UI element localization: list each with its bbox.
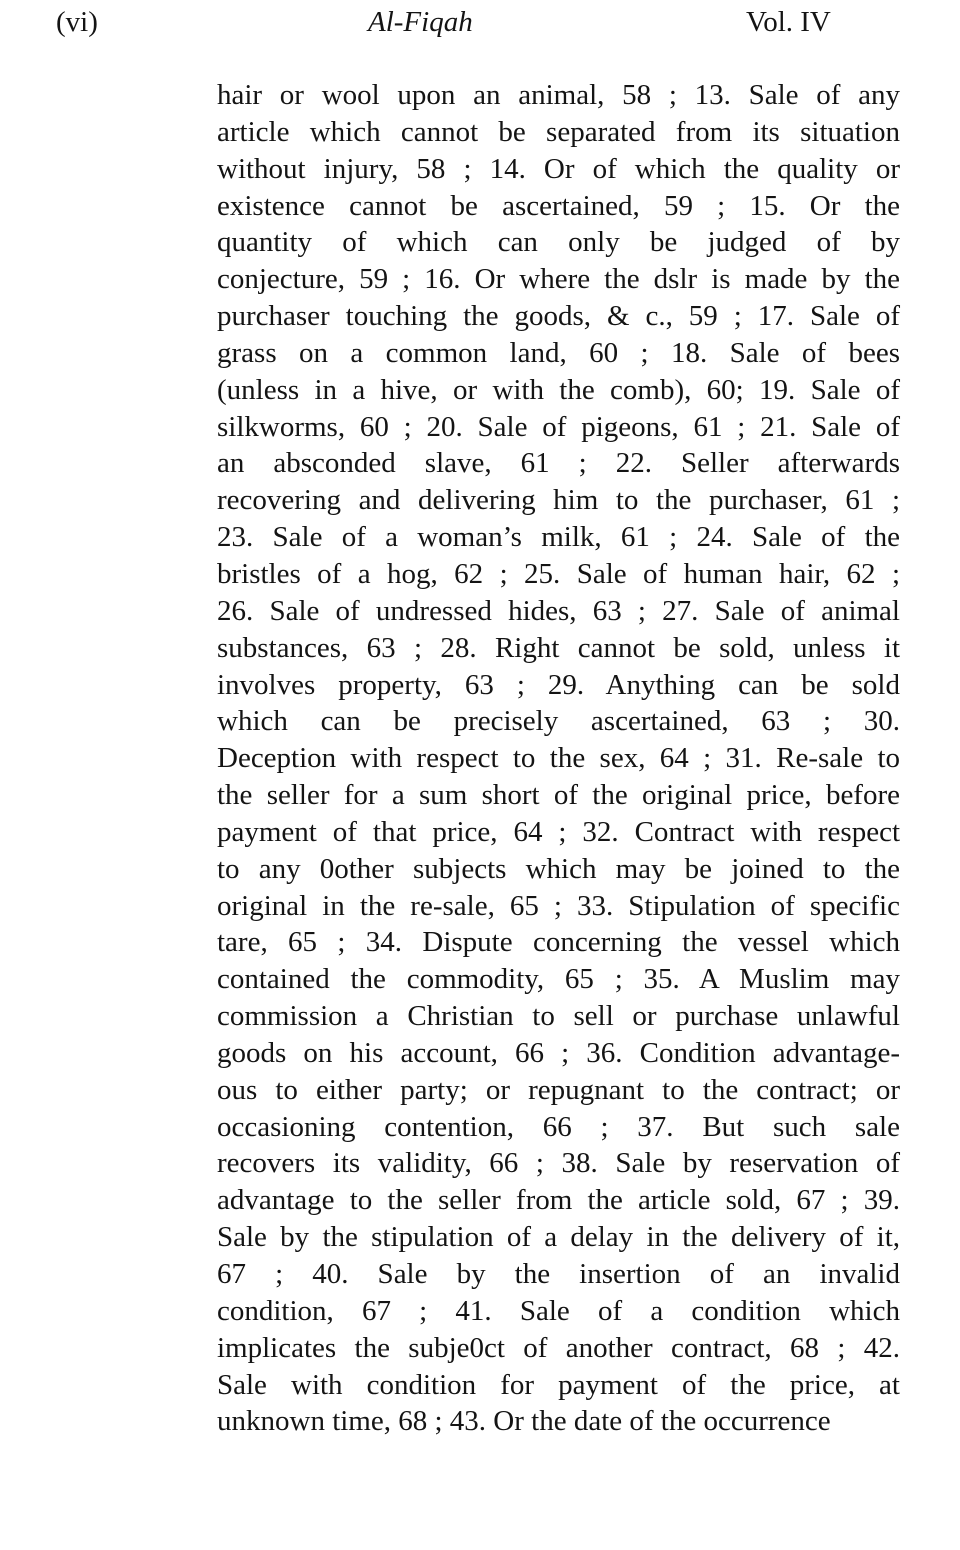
text-line: bristles of a hog, 62 ; 25. Sale of human hair, 62 ; <box>217 557 900 590</box>
text-line: to any 0other subjects which may be joined to the <box>217 852 900 885</box>
text-line: Deception with respect to the sex, 64 ; 31. Re-sale to <box>217 742 900 775</box>
text-line: article which cannot be separated from its situation <box>217 115 900 148</box>
text-line: quantity of which can only be judged of by <box>217 226 900 259</box>
text-line: 26. Sale of undressed hides, 63 ; 27. Sale of animal <box>217 594 900 627</box>
text-line: Sale by the stipulation of a delay in the delivery of it, <box>217 1221 900 1254</box>
text-line: the seller for a sum short of the original price, before <box>217 779 900 812</box>
text-line: which can be precisely ascertained, 63 ; 30. <box>217 705 900 738</box>
text-line: occasioning contention, 66 ; 37. But such sale <box>217 1110 900 1143</box>
text-line: silkworms, 60 ; 20. Sale of pigeons, 61 ; 21. Sale of <box>217 410 900 443</box>
text-line: Sale with condition for payment of the price, at <box>217 1368 900 1401</box>
text-line: commission a Christian to sell or purchase unlawful <box>217 1000 900 1033</box>
text-line: advantage to the seller from the article sold, 67 ; 39. <box>217 1184 900 1217</box>
text-line: contained the commodity, 65 ; 35. A Muslim may <box>217 963 900 996</box>
text-line: condition, 67 ; 41. Sale of a condition which <box>217 1294 900 1327</box>
text-line: unknown time, 68 ; 43. Or the date of the occurrence <box>217 1405 831 1438</box>
text-line: original in the re-sale, 65 ; 33. Stipulation of specific <box>217 889 900 922</box>
text-line: hair or wool upon an animal, 58 ; 13. Sale of any <box>217 79 900 111</box>
page-number: (vi) <box>56 6 98 38</box>
page-header <box>0 0 960 50</box>
index-paragraph <box>217 77 900 1440</box>
text-line: conjecture, 59 ; 16. Or where the dslr is made by the <box>217 263 900 296</box>
text-line: an absconded slave, 61 ; 22. Seller afterwards <box>217 447 900 480</box>
book-title: Al-Fiqah <box>368 6 473 38</box>
text-line: 67 ; 40. Sale by the insertion of an invalid <box>217 1258 900 1290</box>
text-line: involves property, 63 ; 29. Anything can be sold <box>217 668 900 701</box>
text-line: payment of that price, 64 ; 32. Contract with respect <box>217 815 900 848</box>
text-line: without injury, 58 ; 14. Or of which the quality or <box>217 152 900 185</box>
text-line: substances, 63 ; 28. Right cannot be sold, unless it <box>217 631 900 664</box>
text-line: existence cannot be ascertained, 59 ; 15. Or the <box>217 189 900 222</box>
text-line: grass on a common land, 60 ; 18. Sale of bees <box>217 336 900 369</box>
text-line: tare, 65 ; 34. Dispute concerning the vessel which <box>217 926 900 959</box>
text-line: goods on his account, 66 ; 36. Condition advantage- <box>217 1036 900 1069</box>
text-line: ous to either party; or repugnant to the contract; or <box>217 1073 900 1106</box>
text-line: recovering and delivering him to the purchaser, 61 ; <box>217 484 900 517</box>
text-line: (unless in a hive, or with the comb), 60; 19. Sale of <box>217 373 900 406</box>
text-line: recovers its validity, 66 ; 38. Sale by reservation of <box>217 1147 900 1180</box>
text-line: implicates the subje0ct of another contract, 68 ; 42. <box>217 1331 900 1364</box>
text-line: purchaser touching the goods, & c., 59 ; 17. Sale of <box>217 300 900 333</box>
volume-label: Vol. IV <box>746 6 831 38</box>
text-line: 23. Sale of a woman’s milk, 61 ; 24. Sale of the <box>217 521 900 554</box>
